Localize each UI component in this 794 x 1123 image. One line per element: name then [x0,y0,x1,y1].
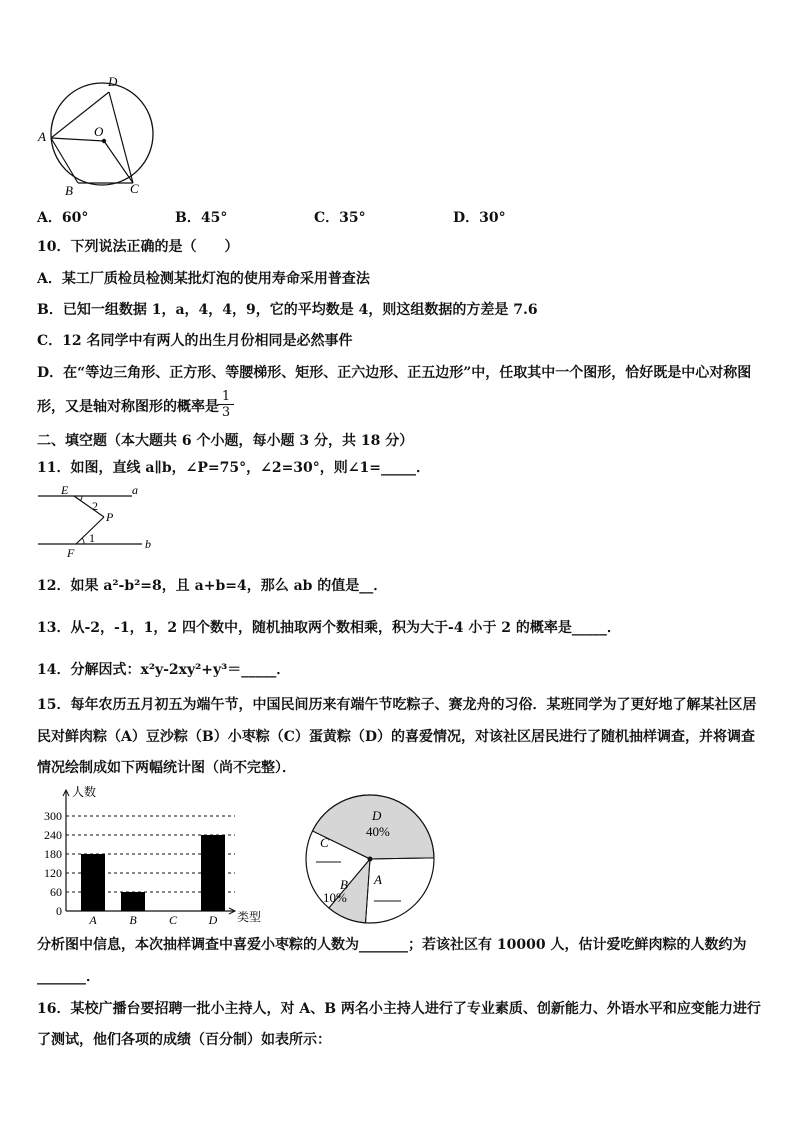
y-axis-label: 人数 [72,785,97,799]
parallel-lines-figure [34,483,159,561]
label-o: O [94,124,104,139]
q12-text: 12．如果 a²-b²=8，且 a+b=4，那么 ab 的值是__． [37,578,388,594]
pie-percent-d: 40% [366,824,390,839]
bar-chart [30,780,275,930]
q10-option-c: C．12 名同学中有两人的出生月份相同是必然事件 [37,333,353,349]
x-tick-label: B [129,913,137,927]
fraction-one-third [218,389,234,420]
pie-label-b: B [340,877,348,892]
label-c: C [130,181,139,196]
x-tick-label: A [89,913,97,927]
fraction-numerator: 1 [218,389,234,405]
segment-ep [74,496,104,517]
q11-text: 11．如图，直线 a∥b，∠P=75°，∠2=30°，则∠1=_____． [37,460,430,476]
angle-1-arc [82,538,84,544]
center-point [102,139,106,143]
segment-oc [104,141,133,183]
y-tick-label: 60 [50,885,62,899]
label-angle-2: 2 [92,499,98,513]
option-d: D．30° [453,210,506,226]
y-tick-label: 180 [44,847,62,861]
pie-percent-b: 10% [323,890,347,905]
label-b-line: b [145,537,151,551]
label-d: D [108,74,118,89]
y-tick-label: 300 [44,809,62,823]
bar-b [121,892,145,911]
q10-option-d-line2: 形，又是轴对称图形的概率是 [37,399,219,415]
chord-dc [109,92,133,183]
option-b: B．45° [175,210,228,226]
x-tick-label: C [168,913,178,927]
pie-chart [300,790,445,930]
q16-line1: 16．某校广播台要招聘一批小主持人，对 A、B 两名小主持人进行了专业素质、创新能力、外语水平和应变能力进行 [37,1001,761,1017]
pie-label-c: C [320,835,329,850]
q15-after1: 分析图中信息，本次抽样调查中喜爱小枣粽的人数为_______；若该社区有 10000 人，估计爱吃鲜肉粽的人数约为 [37,937,747,953]
q15-line1: 15．每年农历五月初五为端午节，中国民间历来有端午节吃粽子、赛龙舟的习俗．某班同学为了更好地了解某社区居 [37,697,757,713]
bar-d [201,835,225,911]
label-angle-1: 1 [89,531,95,545]
y-tick-label: 240 [44,828,62,842]
label-f: F [67,546,75,560]
x-tick-label: D [208,913,218,927]
q16-line2: 了测试，他们各项的成绩（百分制）如表所示： [37,1032,331,1048]
y-tick-label: 0 [56,904,62,918]
q10-option-b: B．已知一组数据 1，a，4，4，9，它的平均数是 4，则这组数据的方差是 7.6 [37,302,538,318]
q15-after2: _______． [37,969,100,985]
chord-ab [51,138,78,183]
angle-2-arc [80,496,82,501]
q14-text: 14．分解因式：x²y-2xy²+y³＝_____． [37,662,291,678]
label-p: P [106,510,114,524]
q10-option-d-line1: D．在“等边三角形、正方形、等腰梯形、矩形、正六边形、正五边形”中，任取其中一个图形，恰好既是中心对称图 [37,365,752,381]
fraction-denominator: 3 [221,405,231,420]
pie-center [368,857,373,862]
q15-line3: 情况绘制成如下两幅统计图（尚不完整）． [37,760,296,776]
label-e: E [61,483,69,497]
label-a: A [38,129,46,144]
section-title: 二、填空题（本大题共 6 个小题，每小题 3 分，共 18 分） [37,433,414,449]
q13-text: 13．从-2，-1，1，2 四个数中，随机抽取两个数相乘，积为大于-4 小于 2 的概率是_____． [37,620,621,636]
y-tick-label: 120 [44,866,62,880]
x-axis-label: 类型 [237,910,262,924]
option-c: C．35° [314,210,366,226]
label-b: B [65,183,73,198]
q10-stem: 10．下列说法正确的是（ ） [37,239,239,255]
pie-label-a: A [374,872,382,887]
circle-figure [34,74,164,199]
q15-line2: 民对鲜肉粽（A）豆沙粽（B）小枣粽（C）蛋黄粽（D）的喜爱情况，对该社区居民进行了随机抽样调查，并将调查 [37,729,755,745]
q10-option-a: A．某工厂质检员检测某批灯泡的使用寿命采用普查法 [37,271,370,287]
option-a: A．60° [37,210,89,226]
label-a-line: a [132,483,138,497]
bar-a [81,854,105,911]
pie-label-d: D [372,808,382,823]
